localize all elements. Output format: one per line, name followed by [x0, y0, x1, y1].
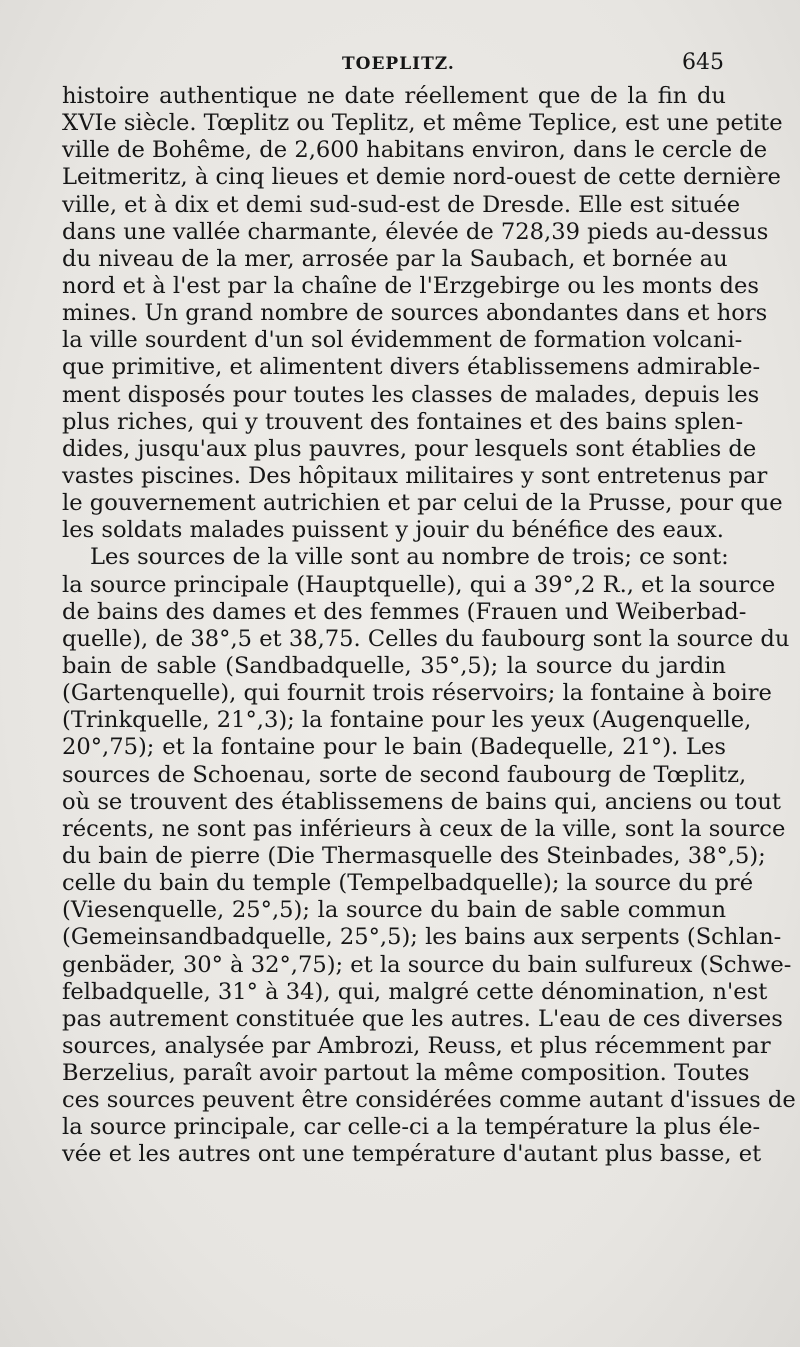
text-line: sources, analysée par Ambrozi, Reuss, et plus récemment par — [62, 1032, 771, 1059]
text-line: le gouvernement autrichien et par celui de la Prusse, pour que — [62, 490, 783, 517]
text-line: que primitive, et alimentent divers établissemens admirable- — [62, 354, 761, 381]
text-line: ces sources peuvent être considérées comme autant d'issues de — [62, 1087, 796, 1114]
text-line: ment disposés pour toutes les classes de malades, depuis les — [62, 381, 760, 408]
text-line: du bain de pierre (Die Thermasquelle des Steinbades, 38°,5); — [62, 842, 766, 869]
page-number: 645 — [682, 50, 724, 75]
text-line: ville, et à dix et demi sud-sud-est de Dresde. Elle est située — [62, 191, 741, 218]
text-line: (Gemeinsandbadquelle, 25°,5); les bains aux serpents (Schlan- — [62, 924, 782, 951]
running-head: TOEPLITZ. — [342, 54, 455, 74]
text-line: vée et les autres ont une température d'autant plus basse, et — [62, 1141, 762, 1168]
text-line: (Trinkquelle, 21°,3); la fontaine pour les yeux (Augenquelle, — [62, 707, 752, 734]
text-line: Berzelius, paraît avoir partout la même composition. Toutes — [62, 1060, 750, 1087]
text-line: celle du bain du temple (Tempelbadquelle); la source du pré — [62, 870, 754, 897]
text-line: mines. Un grand nombre de sources abondantes dans et hors — [62, 300, 768, 327]
text-line: plus riches, qui y trouvent des fontaines et des bains splen- — [62, 408, 744, 435]
text-line: dans une vallée charmante, élevée de 728,39 pieds au-dessus — [62, 218, 769, 245]
text-line: XVIe siècle. Tœplitz ou Teplitz, et même Teplice, est une petite — [62, 110, 783, 137]
text-line: quelle), de 38°,5 et 38,75. Celles du faubourg sont la source du — [62, 625, 790, 652]
text-line: (Gartenquelle), qui fournit trois réservoirs; la fontaine à boire — [62, 680, 772, 707]
text-line: (Viesenquelle, 25°,5); la source du bain de sable commun — [62, 897, 726, 924]
text-line: la ville sourdent d'un sol évidemment de formation volcani- — [62, 327, 743, 354]
text-line: ville de Bohême, de 2,600 habitans environ, dans le cercle de — [62, 137, 768, 164]
text-line: récents, ne sont pas inférieurs à ceux de la ville, sont la source — [62, 815, 786, 842]
text-line: où se trouvent des établissemens de bains qui, anciens ou tout — [62, 788, 781, 815]
text-line: les soldats malades puissent y jouir du bénéfice des eaux. — [62, 517, 724, 544]
text-line: dides, jusqu'aux plus pauvres, pour lesquels sont établies de — [62, 435, 757, 462]
text-line: Les sources de la ville sont au nombre de trois; ce sont: — [90, 544, 729, 571]
text-line: Leitmeritz, à cinq lieues et demie nord-ouest de cette dernière — [62, 164, 781, 191]
text-line: nord et à l'est par la chaîne de l'Erzgebirge ou les monts des — [62, 272, 759, 299]
text-line: de bains des dames et des femmes (Frauen und Weiberbad- — [62, 598, 747, 625]
text-line: pas autrement constituée que les autres. L'eau de ces diverses — [62, 1005, 783, 1032]
text-line: la source principale (Hauptquelle), qui a 39°,2 R., et la source — [62, 571, 776, 598]
text-line: histoire authentique ne date réellement que de la fin du — [62, 83, 726, 109]
text-line: 20°,75); et la fontaine pour le bain (Badequelle, 21°). Les — [62, 734, 726, 761]
text-line: bain de sable (Sandbadquelle, 35°,5); la source du jardin — [62, 652, 726, 679]
text-line: vastes piscines. Des hôpitaux militaires y sont entretenus par — [62, 462, 768, 489]
text-line: felbadquelle, 31° à 34), qui, malgré cette dénomination, n'est — [62, 978, 768, 1005]
text-line: du niveau de la mer, arrosée par la Saubach, et bornée au — [62, 245, 728, 272]
text-line: la source principale, car celle-ci a la température la plus éle- — [62, 1114, 761, 1141]
show-through-bleed — [300, 1196, 720, 1210]
text-line: genbäder, 30° à 32°,75); et la source du bain sulfureux (Schwe- — [62, 951, 792, 978]
body-text — [62, 83, 796, 1169]
text-line: sources de Schoenau, sorte de second faubourg de Tœplitz, — [62, 761, 747, 788]
page-header — [62, 50, 724, 80]
